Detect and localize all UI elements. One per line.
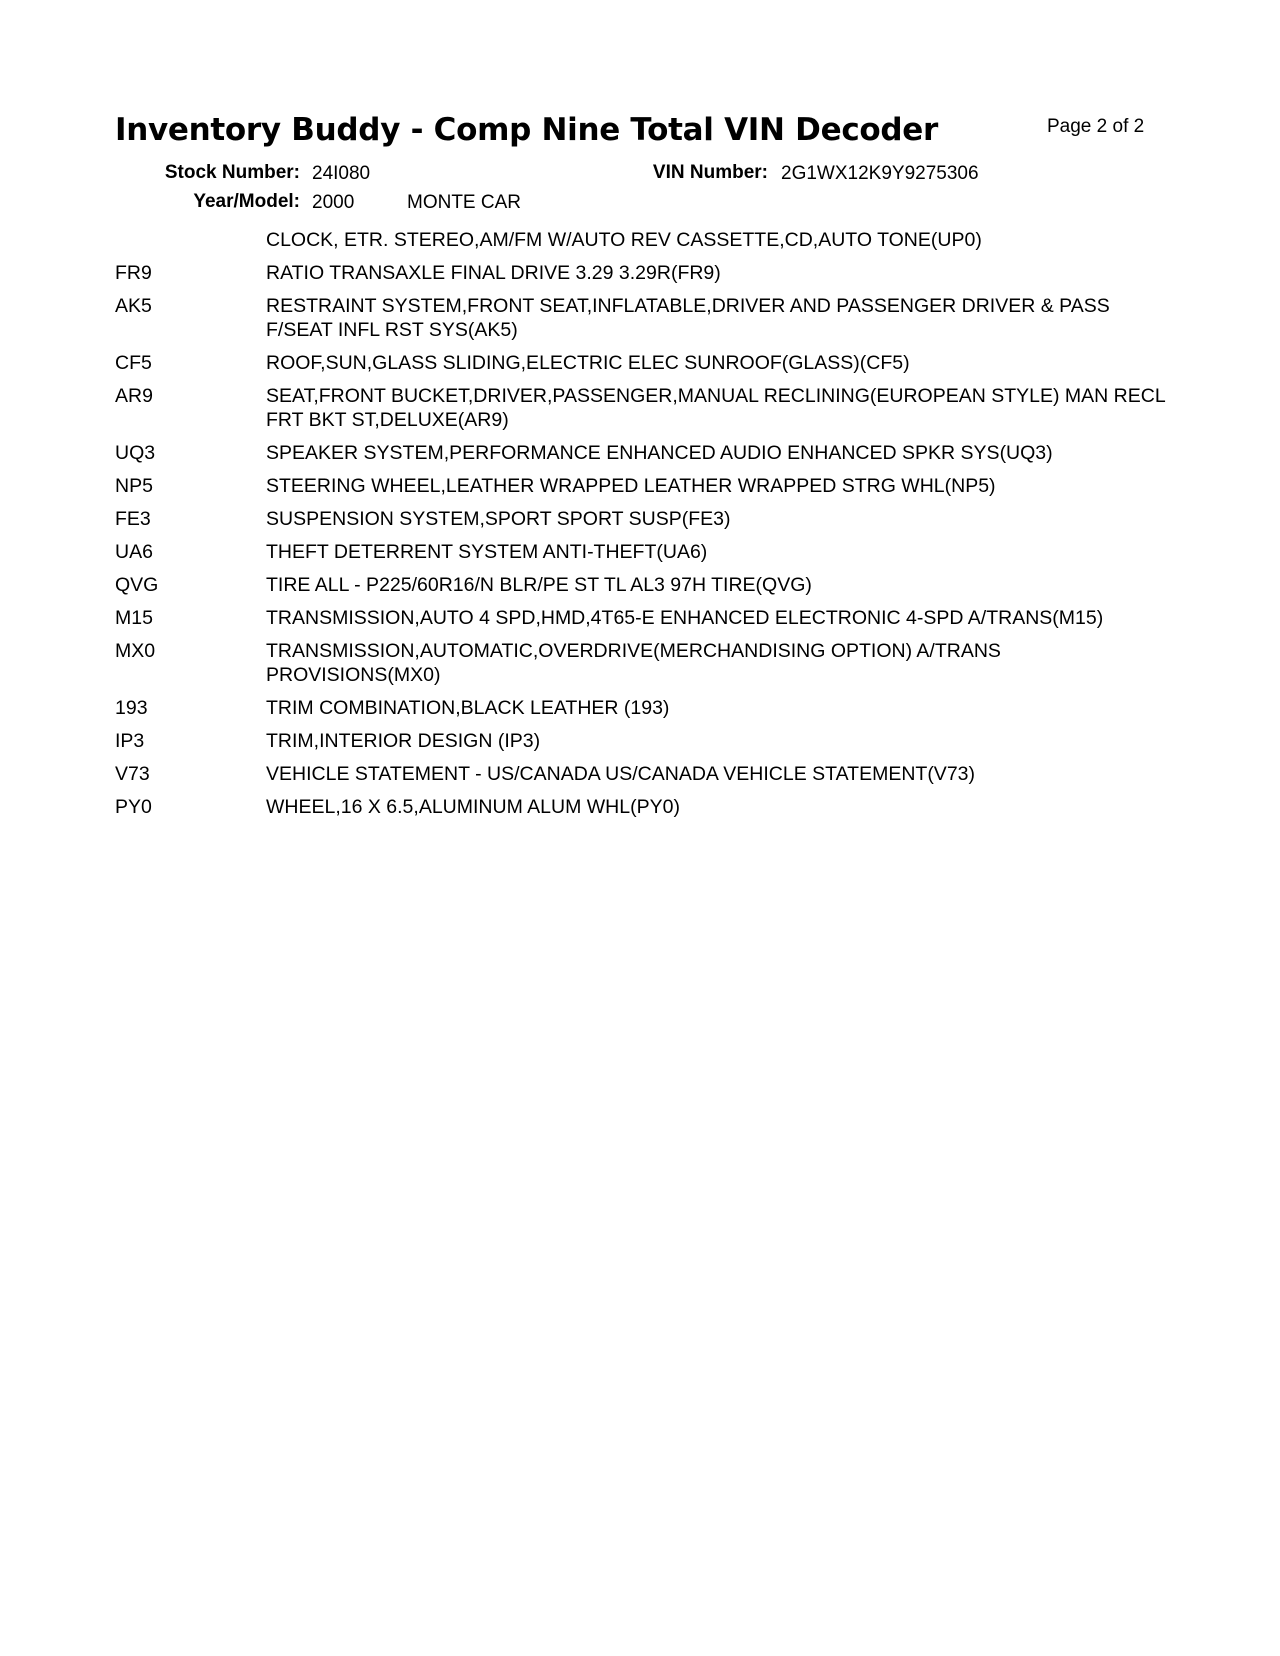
option-code: AK5 — [115, 295, 152, 317]
vin-number-value: 2G1WX12K9Y9275306 — [781, 163, 979, 184]
option-row — [115, 729, 1175, 753]
page-indicator: Page 2 of 2 — [1047, 116, 1145, 137]
option-code: PY0 — [115, 796, 152, 818]
option-description: VEHICLE STATEMENT - US/CANADA US/CANADA VEHICLE STATEMENT(V73) — [266, 763, 975, 785]
year-model-label: Year/Model: — [193, 191, 300, 212]
option-row — [115, 639, 1175, 687]
option-row — [115, 384, 1175, 432]
option-row — [115, 228, 1175, 252]
option-description: RATIO TRANSAXLE FINAL DRIVE 3.29 3.29R(FR9) — [266, 262, 721, 284]
option-code: AR9 — [115, 385, 153, 407]
option-description: STEERING WHEEL,LEATHER WRAPPED LEATHER WRAPPED STRG WHL(NP5) — [266, 475, 996, 497]
option-code: MX0 — [115, 640, 156, 662]
option-code: 193 — [115, 697, 148, 719]
option-row — [115, 696, 1175, 720]
option-row — [115, 795, 1175, 819]
option-row — [115, 540, 1175, 564]
option-description: WHEEL,16 X 6.5,ALUMINUM ALUM WHL(PY0) — [266, 796, 680, 818]
option-description: TRIM,INTERIOR DESIGN (IP3) — [266, 730, 541, 752]
year-value: 2000 — [312, 192, 355, 213]
option-row — [115, 441, 1175, 465]
option-code: V73 — [115, 763, 150, 785]
option-code: UA6 — [115, 541, 153, 563]
option-code: UQ3 — [115, 442, 156, 464]
option-code: QVG — [115, 574, 159, 596]
page-title: Inventory Buddy - Comp Nine Total VIN Decoder — [115, 112, 939, 148]
vin-number-label: VIN Number: — [652, 162, 768, 183]
option-row — [115, 294, 1175, 342]
option-description: THEFT DETERRENT SYSTEM ANTI-THEFT(UA6) — [266, 541, 708, 563]
option-row — [115, 261, 1175, 285]
option-description: RESTRAINT SYSTEM,FRONT SEAT,INFLATABLE,DRIVER AND PASSENGER DRIVER & PASS F/SEAT INFL RST SYS(AK5) — [266, 295, 1110, 341]
option-row — [115, 573, 1175, 597]
option-description: TRANSMISSION,AUTO 4 SPD,HMD,4T65-E ENHANCED ELECTRONIC 4-SPD A/TRANS(M15) — [266, 607, 1104, 629]
option-code — [115, 228, 266, 252]
option-code: IP3 — [115, 730, 145, 752]
option-description: ROOF,SUN,GLASS SLIDING,ELECTRIC ELEC SUNROOF(GLASS)(CF5) — [266, 352, 910, 374]
option-code: NP5 — [115, 475, 153, 497]
option-description: SEAT,FRONT BUCKET,DRIVER,PASSENGER,MANUAL RECLINING(EUROPEAN STYLE) MAN RECL FRT BKT ST,DELUXE(AR9) — [266, 385, 1165, 431]
option-description: SPEAKER SYSTEM,PERFORMANCE ENHANCED AUDIO ENHANCED SPKR SYS(UQ3) — [266, 442, 1053, 464]
stock-number-label: Stock Number: — [164, 162, 300, 183]
stock-number-value: 24I080 — [312, 163, 371, 184]
option-row — [115, 606, 1175, 630]
option-description: TIRE ALL - P225/60R16/N BLR/PE ST TL AL3 97H TIRE(QVG) — [266, 574, 812, 596]
option-row — [115, 474, 1175, 498]
option-row — [115, 351, 1175, 375]
model-value: MONTE CAR — [407, 192, 521, 213]
option-code: CF5 — [115, 352, 152, 374]
option-row — [115, 762, 1175, 786]
option-list — [115, 228, 1175, 828]
option-description: TRIM COMBINATION,BLACK LEATHER (193) — [266, 697, 670, 719]
option-description: TRANSMISSION,AUTOMATIC,OVERDRIVE(MERCHANDISING OPTION) A/TRANS PROVISIONS(MX0) — [266, 640, 1001, 686]
option-code: FE3 — [115, 508, 151, 530]
option-row — [115, 507, 1175, 531]
option-description: SUSPENSION SYSTEM,SPORT SPORT SUSP(FE3) — [266, 508, 731, 530]
option-description: CLOCK, ETR. STEREO,AM/FM W/AUTO REV CASSETTE,CD,AUTO TONE(UP0) — [266, 229, 982, 251]
option-code: FR9 — [115, 262, 152, 284]
option-code: M15 — [115, 607, 153, 629]
